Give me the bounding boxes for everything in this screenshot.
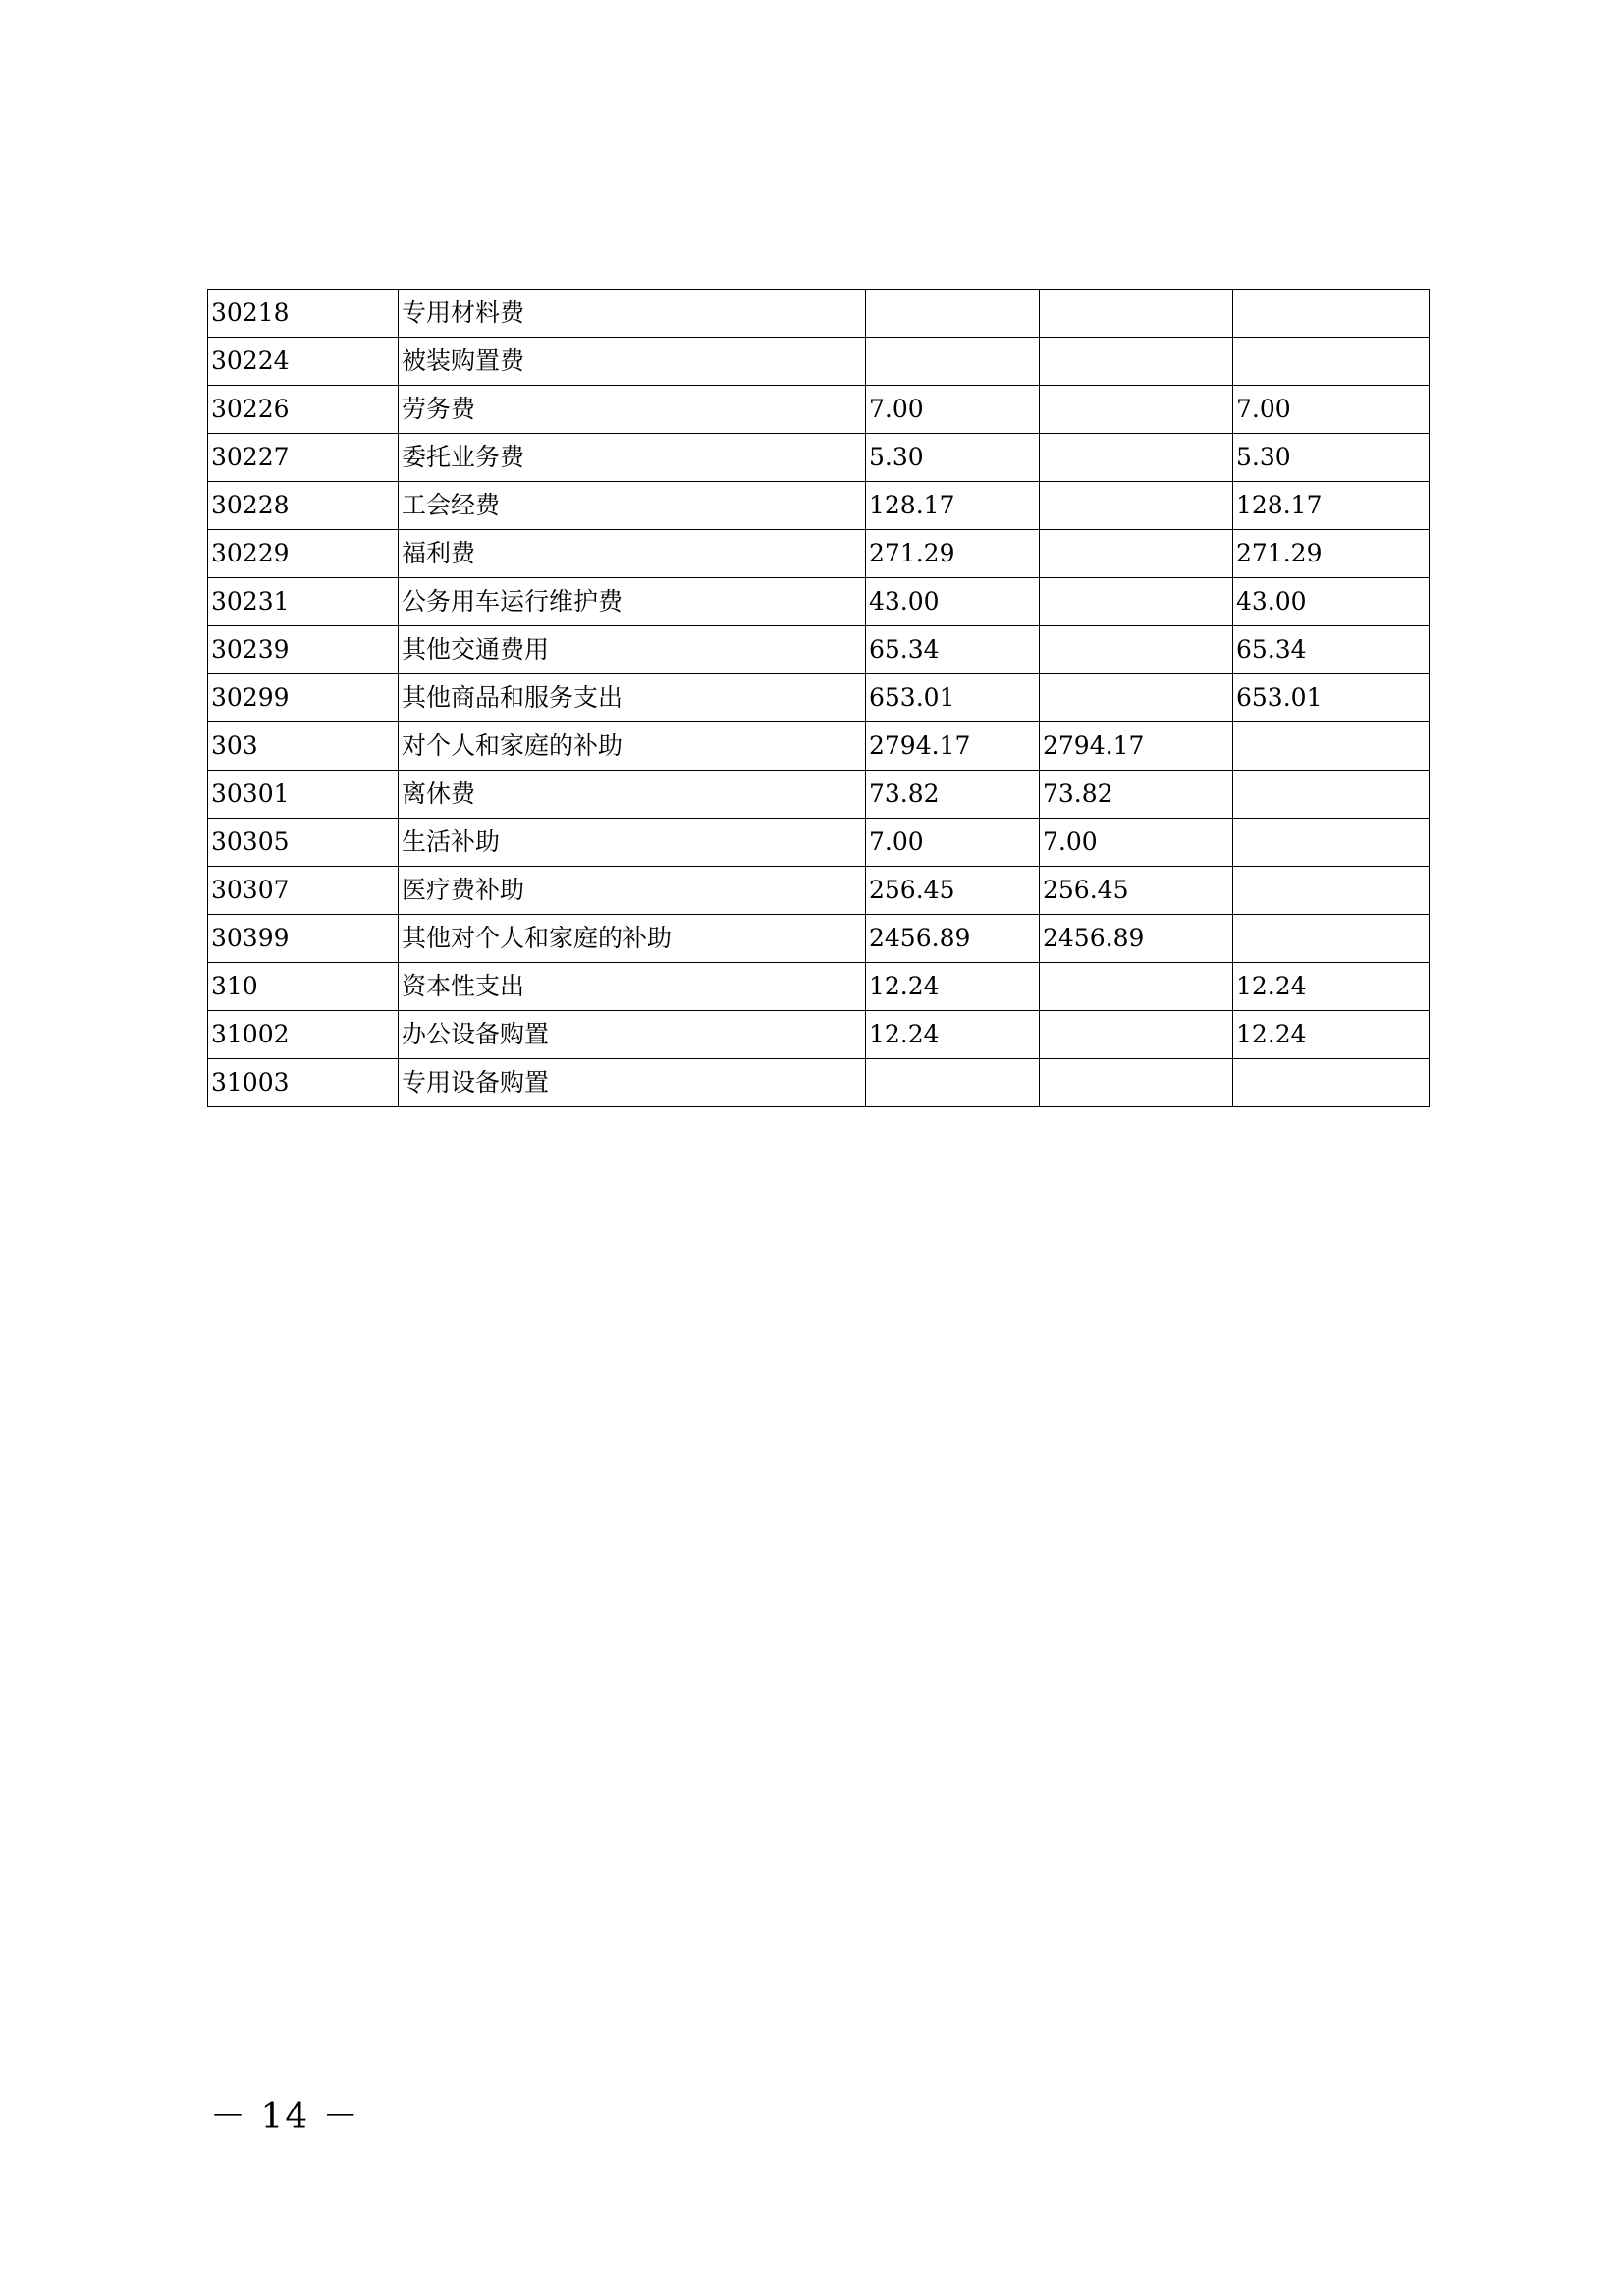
project-expenditure-cell: 12.24 [1233, 963, 1430, 1011]
account-name-cell: 对个人和家庭的补助 [399, 722, 866, 771]
account-code-cell: 30218 [208, 290, 399, 338]
table-body [208, 290, 1430, 1107]
basic-expenditure-cell [1040, 290, 1233, 338]
table-row [208, 722, 1430, 771]
total-amount-cell: 5.30 [866, 434, 1040, 482]
project-expenditure-cell [1233, 771, 1430, 819]
project-expenditure-cell [1233, 290, 1430, 338]
basic-expenditure-cell [1040, 963, 1233, 1011]
total-amount-cell: 271.29 [866, 530, 1040, 578]
total-amount-cell: 73.82 [866, 771, 1040, 819]
project-expenditure-cell: 271.29 [1233, 530, 1430, 578]
project-expenditure-cell: 7.00 [1233, 386, 1430, 434]
basic-expenditure-cell [1040, 674, 1233, 722]
account-code-cell: 30228 [208, 482, 399, 530]
project-expenditure-cell: 43.00 [1233, 578, 1430, 626]
account-name-cell: 专用设备购置 [399, 1059, 866, 1107]
basic-expenditure-cell [1040, 1059, 1233, 1107]
total-amount-cell: 7.00 [866, 386, 1040, 434]
total-amount-cell: 2456.89 [866, 915, 1040, 963]
account-name-cell: 劳务费 [399, 386, 866, 434]
table-row [208, 819, 1430, 867]
account-name-cell: 其他交通费用 [399, 626, 866, 674]
basic-expenditure-cell [1040, 530, 1233, 578]
total-amount-cell: 2794.17 [866, 722, 1040, 771]
account-code-cell: 30239 [208, 626, 399, 674]
total-amount-cell: 12.24 [866, 963, 1040, 1011]
project-expenditure-cell: 5.30 [1233, 434, 1430, 482]
total-amount-cell [866, 290, 1040, 338]
account-code-cell: 30305 [208, 819, 399, 867]
account-name-cell: 其他对个人和家庭的补助 [399, 915, 866, 963]
account-code-cell: 30229 [208, 530, 399, 578]
account-code-cell: 30231 [208, 578, 399, 626]
basic-expenditure-cell: 2456.89 [1040, 915, 1233, 963]
table-row [208, 915, 1430, 963]
table-row [208, 386, 1430, 434]
account-name-cell: 其他商品和服务支出 [399, 674, 866, 722]
project-expenditure-cell [1233, 867, 1430, 915]
basic-expenditure-cell: 256.45 [1040, 867, 1233, 915]
account-name-cell: 资本性支出 [399, 963, 866, 1011]
total-amount-cell: 65.34 [866, 626, 1040, 674]
account-name-cell: 公务用车运行维护费 [399, 578, 866, 626]
expenditure-table [207, 289, 1430, 1107]
account-name-cell: 离休费 [399, 771, 866, 819]
account-name-cell: 福利费 [399, 530, 866, 578]
account-name-cell: 医疗费补助 [399, 867, 866, 915]
table-row [208, 1059, 1430, 1107]
account-code-cell: 30301 [208, 771, 399, 819]
project-expenditure-cell: 653.01 [1233, 674, 1430, 722]
basic-expenditure-cell [1040, 578, 1233, 626]
basic-expenditure-cell: 2794.17 [1040, 722, 1233, 771]
table-row [208, 626, 1430, 674]
account-code-cell: 30226 [208, 386, 399, 434]
account-code-cell: 310 [208, 963, 399, 1011]
total-amount-cell: 12.24 [866, 1011, 1040, 1059]
project-expenditure-cell: 12.24 [1233, 1011, 1430, 1059]
account-code-cell: 30307 [208, 867, 399, 915]
page-number: － 14 － [210, 2097, 360, 2137]
total-amount-cell [866, 1059, 1040, 1107]
account-code-cell: 30224 [208, 338, 399, 386]
table-row [208, 434, 1430, 482]
basic-expenditure-cell [1040, 434, 1233, 482]
account-code-cell: 30399 [208, 915, 399, 963]
basic-expenditure-cell [1040, 1011, 1233, 1059]
project-expenditure-cell [1233, 915, 1430, 963]
account-code-cell: 31002 [208, 1011, 399, 1059]
account-code-cell: 30299 [208, 674, 399, 722]
table-row [208, 963, 1430, 1011]
table-row [208, 530, 1430, 578]
account-name-cell: 委托业务费 [399, 434, 866, 482]
project-expenditure-cell [1233, 338, 1430, 386]
account-name-cell: 专用材料费 [399, 290, 866, 338]
account-name-cell: 被装购置费 [399, 338, 866, 386]
table-row [208, 482, 1430, 530]
table-row [208, 771, 1430, 819]
basic-expenditure-cell: 73.82 [1040, 771, 1233, 819]
table-row [208, 1011, 1430, 1059]
account-code-cell: 31003 [208, 1059, 399, 1107]
basic-expenditure-cell: 7.00 [1040, 819, 1233, 867]
project-expenditure-cell [1233, 722, 1430, 771]
total-amount-cell: 256.45 [866, 867, 1040, 915]
total-amount-cell: 43.00 [866, 578, 1040, 626]
basic-expenditure-cell [1040, 338, 1233, 386]
account-code-cell: 303 [208, 722, 399, 771]
table-row [208, 867, 1430, 915]
total-amount-cell: 653.01 [866, 674, 1040, 722]
table-row [208, 674, 1430, 722]
account-name-cell: 办公设备购置 [399, 1011, 866, 1059]
basic-expenditure-cell [1040, 386, 1233, 434]
table-row [208, 578, 1430, 626]
account-code-cell: 30227 [208, 434, 399, 482]
project-expenditure-cell: 65.34 [1233, 626, 1430, 674]
project-expenditure-cell: 128.17 [1233, 482, 1430, 530]
table-row [208, 290, 1430, 338]
project-expenditure-cell [1233, 819, 1430, 867]
table-row [208, 338, 1430, 386]
total-amount-cell: 7.00 [866, 819, 1040, 867]
basic-expenditure-cell [1040, 482, 1233, 530]
account-name-cell: 工会经费 [399, 482, 866, 530]
total-amount-cell [866, 338, 1040, 386]
total-amount-cell: 128.17 [866, 482, 1040, 530]
basic-expenditure-cell [1040, 626, 1233, 674]
account-name-cell: 生活补助 [399, 819, 866, 867]
project-expenditure-cell [1233, 1059, 1430, 1107]
